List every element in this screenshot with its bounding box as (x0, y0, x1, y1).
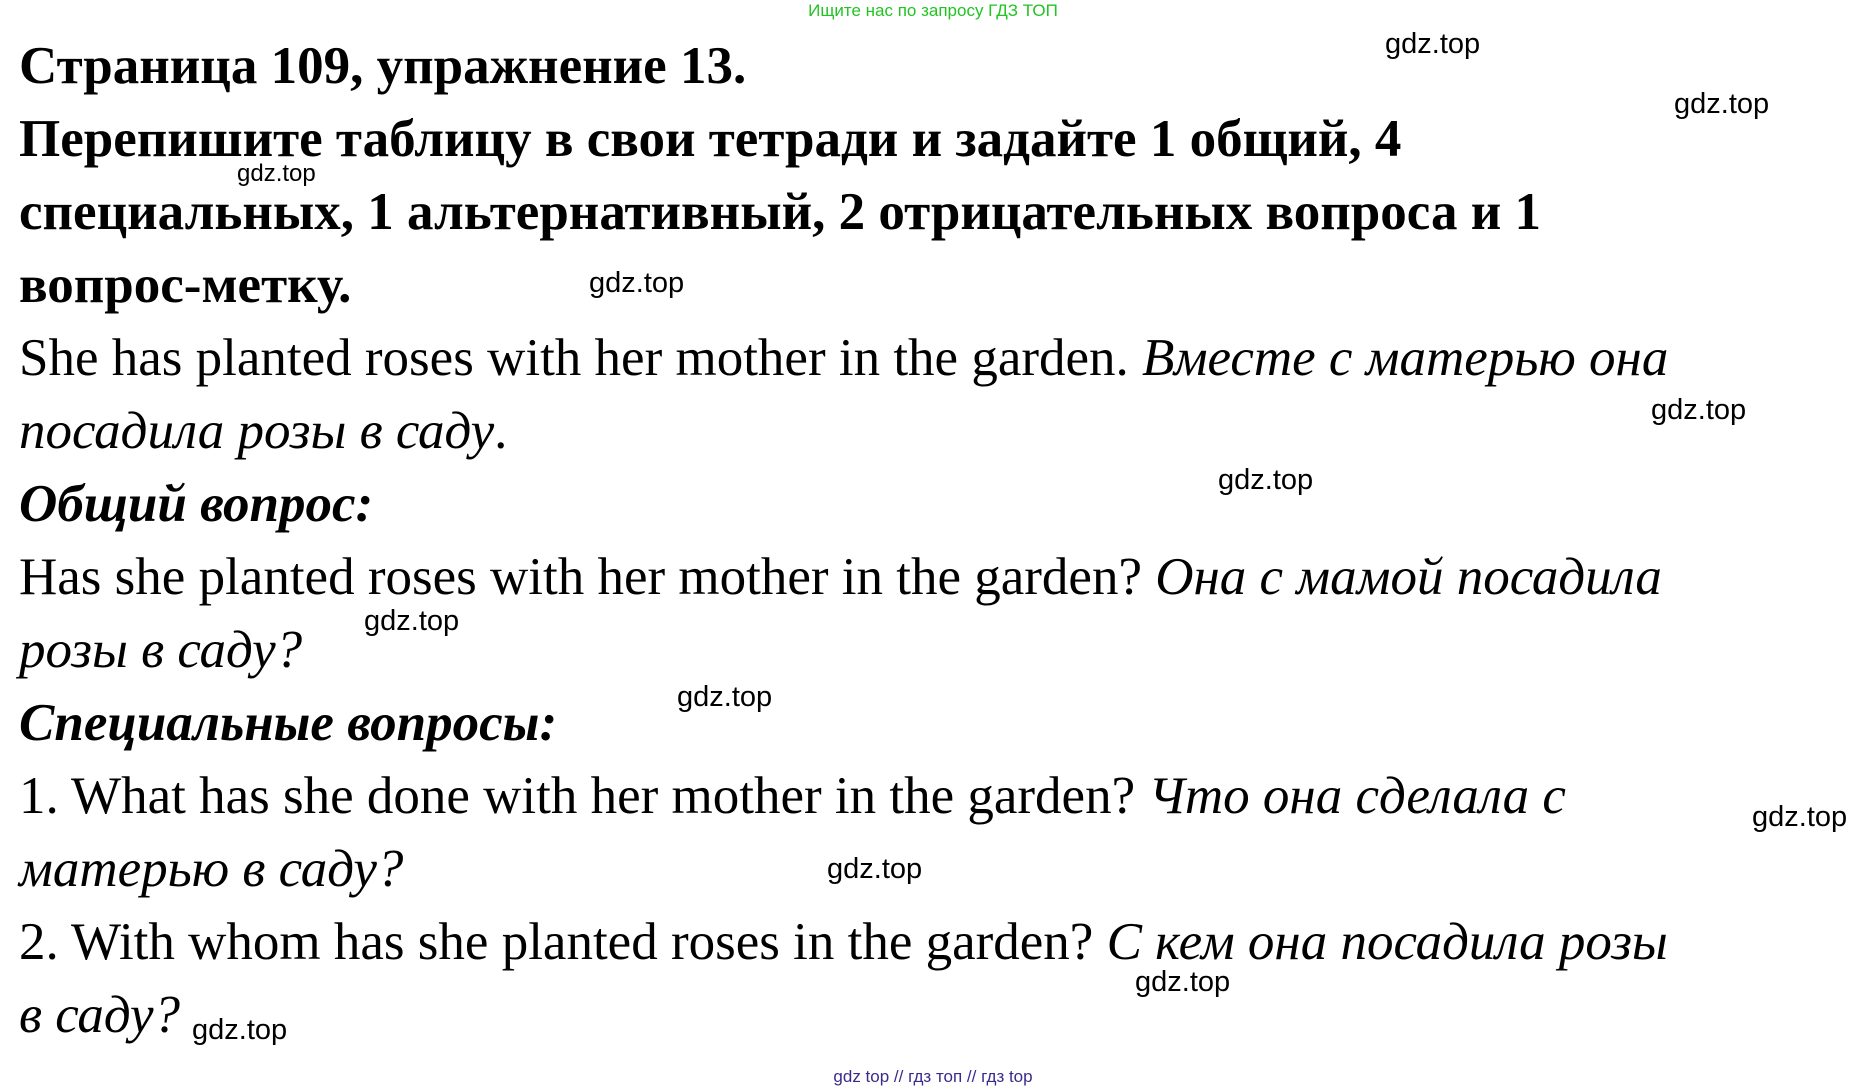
statement-period: . (494, 402, 508, 460)
special-question-1-russian-cont: матерью в саду? (19, 840, 404, 898)
footer-links: gdz top // гдз топ // гдз top (833, 1067, 1033, 1086)
task-line-1: Перепишите таблицу в свои тетради и задайте 1 общий, 4 (19, 110, 1402, 168)
page-title: Страница 109, упражнение 13. (19, 37, 747, 95)
special-question-1-line-1 (19, 760, 1849, 833)
general-question-russian: Она с мамой посадила (1155, 548, 1662, 606)
special-question-2-russian-cont: в саду? (19, 986, 181, 1044)
task-line-2: специальных, 1 альтернативный, 2 отрицательных вопроса и 1 (19, 183, 1541, 241)
general-question-label: Общий вопрос: (19, 475, 374, 533)
watermark: gdz.top (1218, 464, 1314, 496)
watermark: gdz.top (192, 1014, 288, 1046)
general-question-english: Has she planted roses with her mother in the garden? (19, 548, 1142, 606)
statement-line-2 (19, 395, 1849, 468)
watermark: gdz.top (1135, 966, 1231, 998)
watermark: gdz.top (589, 267, 685, 299)
watermark: gdz.top (237, 160, 316, 187)
watermark: gdz.top (1752, 801, 1848, 833)
special-questions-label: Специальные вопросы: (19, 694, 558, 752)
special-question-2-line-1 (19, 906, 1849, 979)
statement-line-1 (19, 322, 1849, 395)
special-question-1-russian: Что она сделала с (1148, 767, 1566, 825)
statement-english: She has planted roses with her mother in the garden. (19, 329, 1129, 387)
special-question-2-russian: С кем она посадила розы (1106, 913, 1668, 971)
general-question-russian-cont: розы в саду? (19, 621, 303, 679)
watermark: gdz.top (364, 605, 460, 637)
watermark: gdz.top (1385, 28, 1481, 60)
general-question-line-1 (19, 541, 1849, 614)
task-line-3: вопрос-метку. (19, 256, 352, 314)
special-question-1-english: 1. What has she done with her mother in the garden? (19, 767, 1136, 825)
watermark: gdz.top (1651, 394, 1747, 426)
statement-russian: Вместе с матерью она (1142, 329, 1669, 387)
top-banner: Ищите нас по запросу ГДЗ ТОП (808, 1, 1058, 20)
watermark: gdz.top (677, 681, 773, 713)
watermark: gdz.top (827, 853, 923, 885)
special-question-2-english: 2. With whom has she planted roses in the garden? (19, 913, 1094, 971)
watermark: gdz.top (1674, 88, 1770, 120)
statement-russian-cont: посадила розы в саду (19, 402, 495, 460)
